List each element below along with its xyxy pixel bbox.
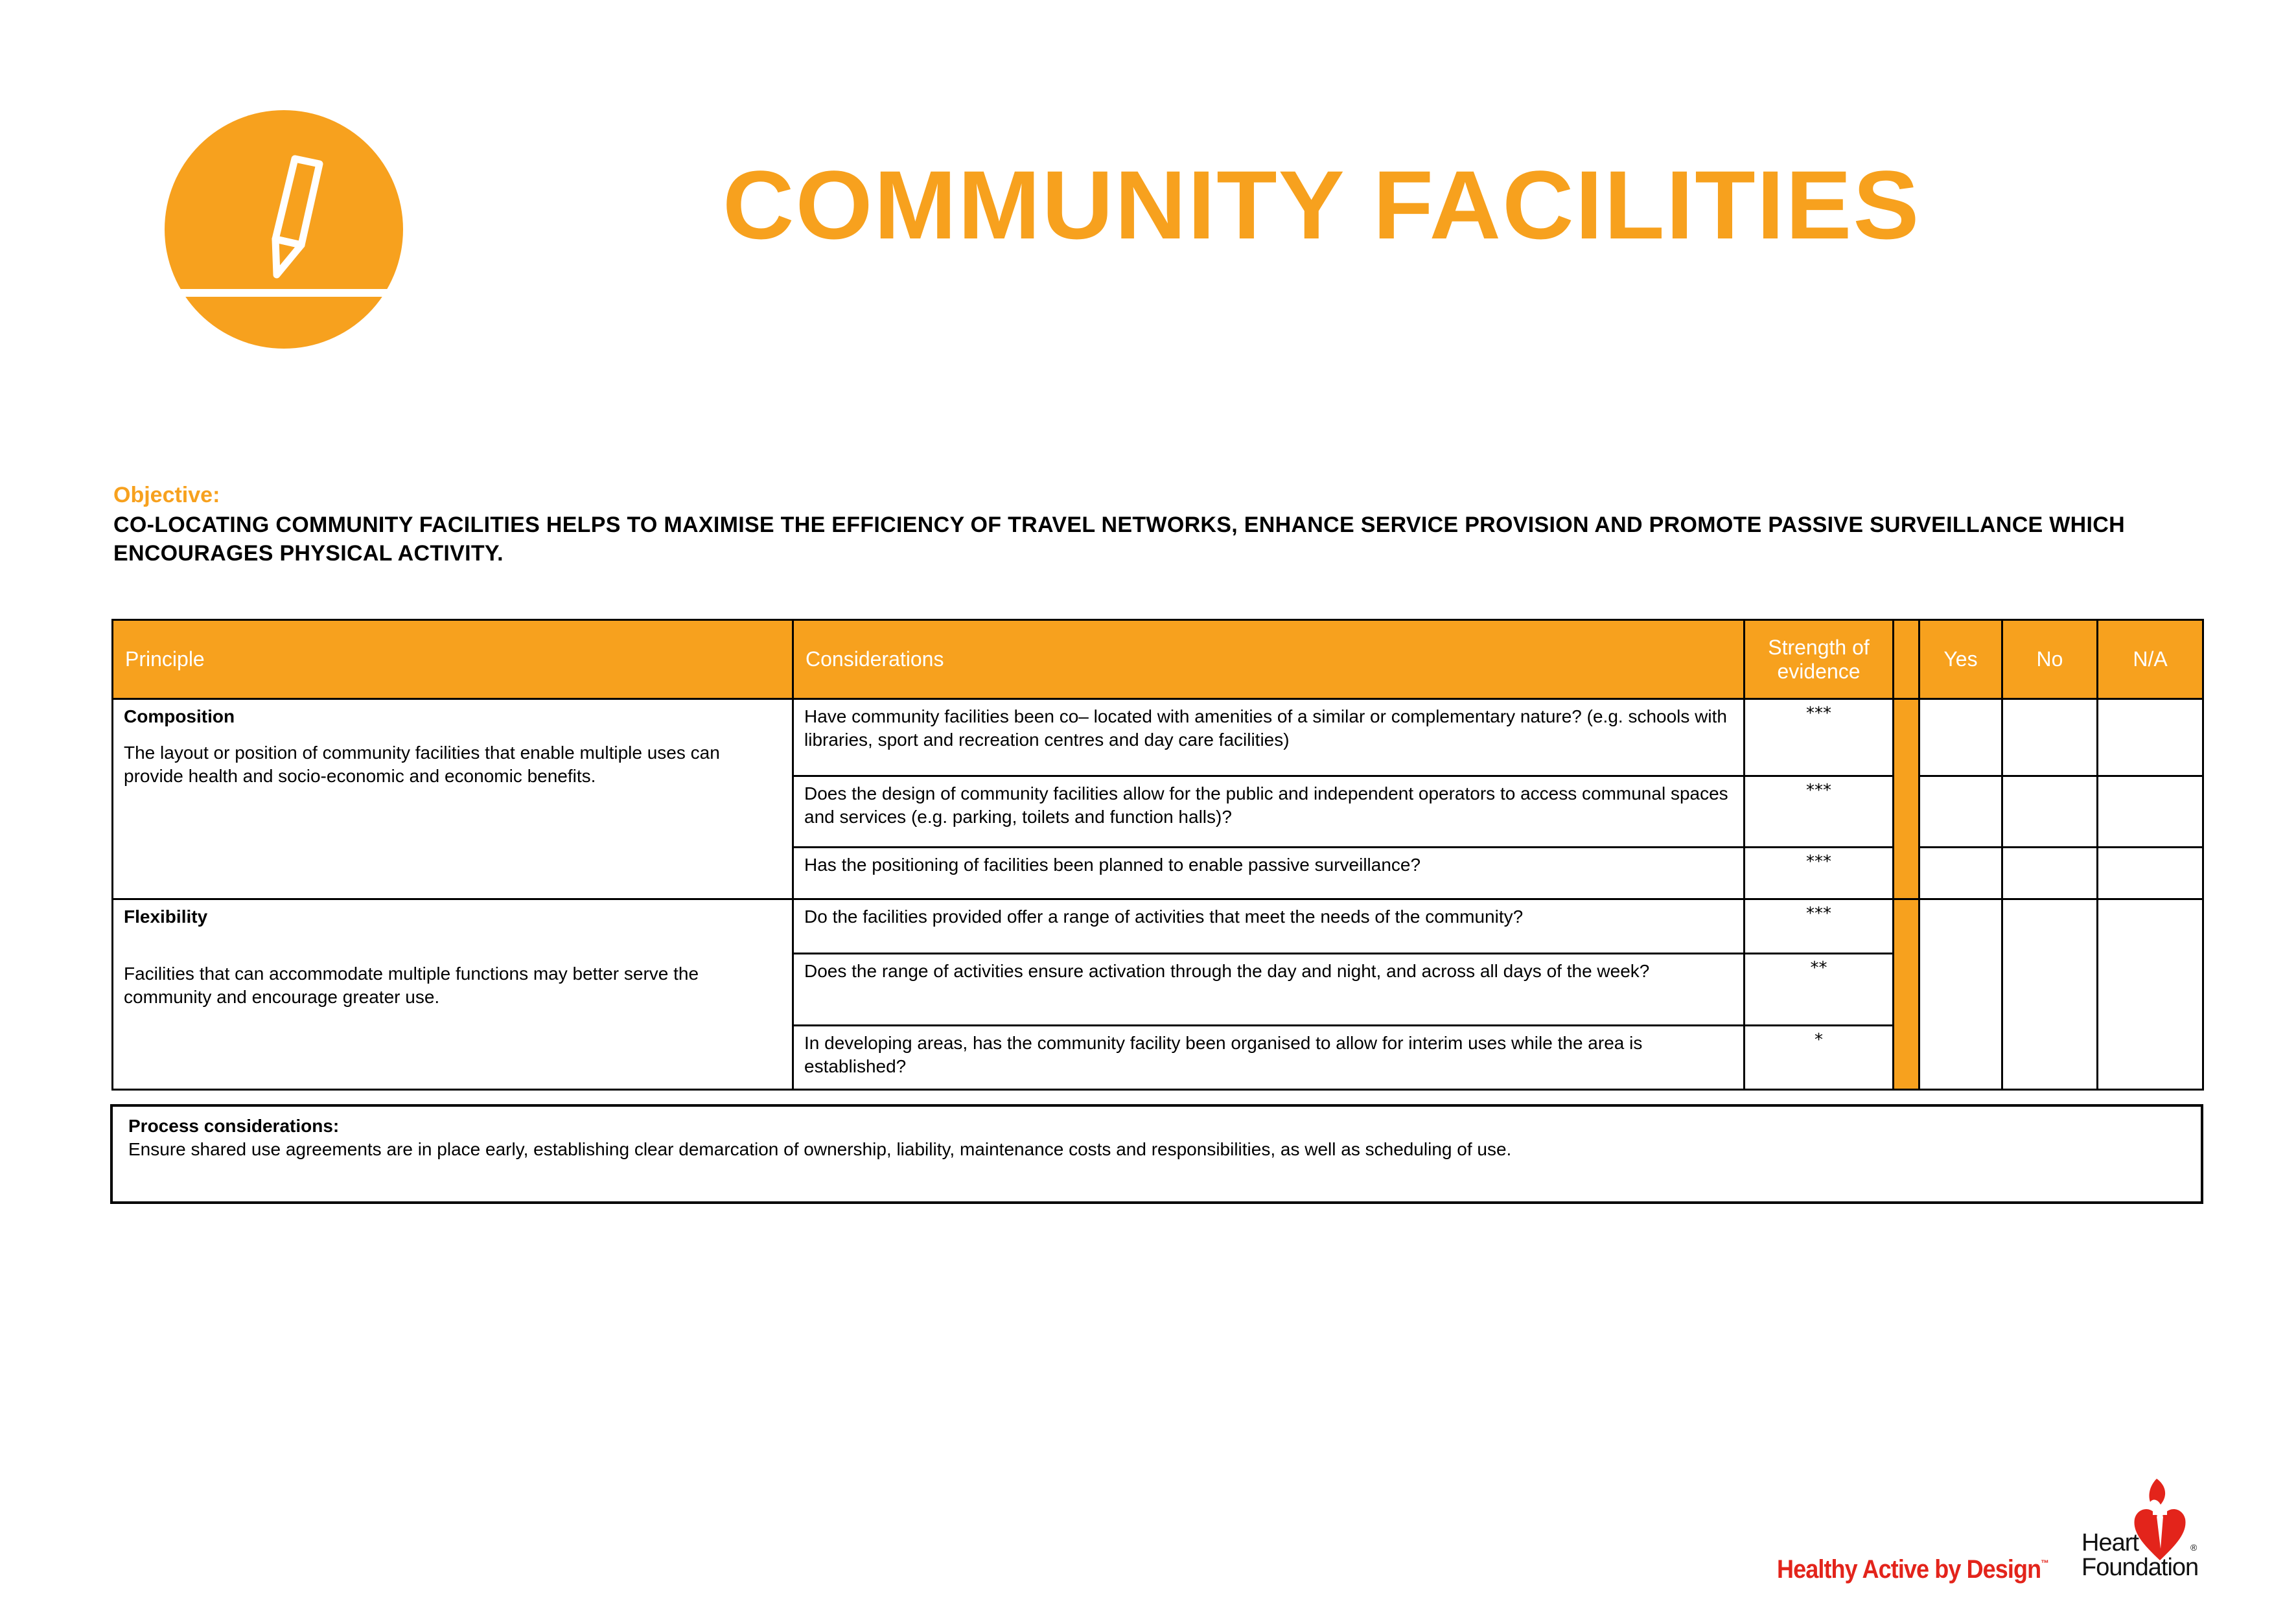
- heart-foundation-wordmark: [2081, 1531, 2198, 1580]
- consideration-cell: Have community facilities been co– located with amenities of a similar or complementary nature? (e.g. schools with libraries, sport and recreation centres and day care facilities): [793, 699, 1745, 776]
- process-title: Process considerations:: [128, 1116, 340, 1136]
- pencil-icon: [163, 109, 404, 350]
- col-header-no: No: [2002, 620, 2098, 699]
- no-checkbox-cell[interactable]: [2002, 847, 2098, 899]
- principle-cell-flexibility: [113, 899, 793, 1090]
- svg-text:®: ®: [2190, 1542, 2197, 1553]
- principle-description: The layout or position of community facilities that enable multiple uses can provide health and socio-economic and economic benefits.: [124, 743, 720, 787]
- consideration-cell: Does the range of activities ensure activation through the day and night, and across all days of the week?: [793, 954, 1745, 1025]
- page-title: COMMUNITY FACILITIES: [723, 150, 1921, 259]
- principle-title: Composition: [124, 706, 235, 727]
- yes-checkbox-cell[interactable]: [1919, 699, 2002, 776]
- no-checkbox-cell[interactable]: [2002, 776, 2098, 847]
- consideration-cell: Does the design of community facilities allow for the public and independent operators to access communal spaces and services (e.g. parking, toilets and function halls)?: [793, 776, 1745, 847]
- objective-text: CO-LOCATING COMMUNITY FACILITIES HELPS TO MAXIMISE THE EFFICIENCY OF TRAVEL NETWORKS, ENHANCE SERVICE PROVISION AND PROMOTE PASSIVE SURVEILLANCE WHICH ENCOURAGES PHYSICAL ACTIVITY.: [113, 513, 2125, 566]
- healthy-active-by-design-logo: [1777, 1555, 2048, 1584]
- col-header-principle: Principle: [113, 620, 793, 699]
- tagline-text: Healthy Active by Design: [1777, 1555, 2041, 1584]
- orange-divider: [1894, 699, 1919, 899]
- org-name-line1: Heart: [2081, 1529, 2139, 1556]
- strength-cell: ***: [1745, 847, 1894, 899]
- org-name-line2: Foundation: [2081, 1554, 2199, 1581]
- na-checkbox-cell[interactable]: [2098, 899, 2203, 1090]
- objective-label: Objective:: [113, 483, 220, 507]
- na-checkbox-cell[interactable]: [2098, 699, 2203, 776]
- no-checkbox-cell[interactable]: [2002, 899, 2098, 1090]
- no-checkbox-cell[interactable]: [2002, 699, 2098, 776]
- table-header-row: [113, 620, 2203, 699]
- yes-checkbox-cell[interactable]: [1919, 776, 2002, 847]
- strength-cell: ***: [1745, 699, 1894, 776]
- strength-cell: *: [1745, 1025, 1894, 1089]
- principle-cell-composition: [113, 699, 793, 899]
- process-text: Ensure shared use agreements are in place early, establishing clear demarcation of ownership, liability, maintenance costs and responsibilities, as well as scheduling of use.: [128, 1139, 1512, 1159]
- na-checkbox-cell[interactable]: [2098, 847, 2203, 899]
- orange-spacer: [1894, 620, 1919, 699]
- strength-cell: ***: [1745, 776, 1894, 847]
- yes-checkbox-cell[interactable]: [1919, 847, 2002, 899]
- checklist-table: [111, 619, 2202, 1091]
- principle-description: Facilities that can accommodate multiple functions may better serve the community and encourage greater use.: [124, 964, 699, 1008]
- consideration-cell: Has the positioning of facilities been planned to enable passive surveillance?: [793, 847, 1745, 899]
- principle-title: Flexibility: [124, 907, 208, 927]
- col-header-yes: Yes: [1919, 620, 2002, 699]
- table-row: [113, 699, 2203, 776]
- strength-cell: **: [1745, 954, 1894, 1025]
- consideration-cell: Do the facilities provided offer a range of activities that meet the needs of the community?: [793, 899, 1745, 954]
- yes-checkbox-cell[interactable]: [1919, 899, 2002, 1090]
- strength-cell: ***: [1745, 899, 1894, 954]
- orange-divider: [1894, 899, 1919, 1090]
- col-header-na: N/A: [2098, 620, 2203, 699]
- na-checkbox-cell[interactable]: [2098, 776, 2203, 847]
- table-row: [113, 899, 2203, 954]
- consideration-cell: In developing areas, has the community facility been organised to allow for interim uses while the area is established?: [793, 1025, 1745, 1089]
- process-considerations-box: [110, 1104, 2203, 1204]
- trademark-mark: ™: [2041, 1558, 2048, 1568]
- col-header-strength: Strength of evidence: [1745, 620, 1894, 699]
- col-header-considerations: Considerations: [793, 620, 1745, 699]
